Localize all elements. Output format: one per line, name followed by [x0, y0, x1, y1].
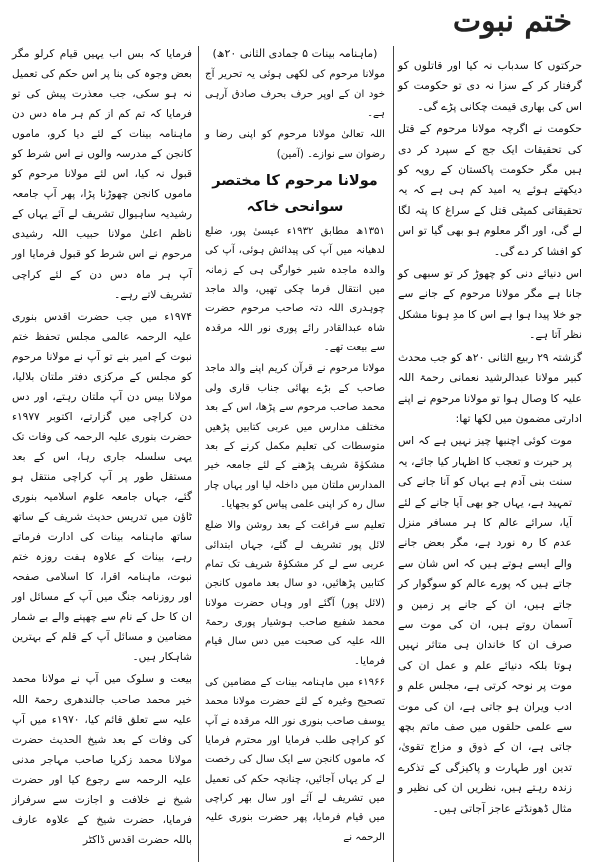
column-divider-left — [198, 46, 199, 862]
paragraph: تعلیم سے فراغت کے بعد روشن والا ضلع لائل پور تشریف لے گئے، جہاں ابتدائی عربی سے لے کر مشکوٰۃ شریف تک تمام کتابیں پڑھائیں، دو سال بعد ماموں کانجن (لائل پور) آگئے اور وہاں حضرت مولانا محمد شفیع صاحب ہوشیار پوری رحمۃ اللہ علیہ کی صحبت میں دس سال قیام فرمایا۔ — [205, 520, 385, 667]
paragraph: ۱۳۵۱ھ مطابق ۱۹۳۲ء عیسیٰ پور، ضلع لدھیانہ میں آپ کی پیدائش ہوئی، آپ کی والدہ ماجدہ شیر خوارگی ہی کے زمانہ میں انتقال فرما چکی تھیں، والد ماجد چوہدری اللہ دتہ صاحب مرحوم حضرت شاہ عبدالقادر رائے پوری نور اللہ مرقدہ سے بیعت تھے۔ — [205, 226, 385, 354]
paragraph: حکومت نے اگرچہ مولانا مرحوم کے قتل کی تحقیقات ایک جج کے سپرد کر دی ہیں مگر حکومت پاکستان کے رویہ کو دیکھتے ہوئے یہ امید کم ہی ہے کہ یہ تحقیقاتی کمیٹی قتل کے سراغ کا پتہ لگا لے گی، اور اگر معلوم ہو بھی گیا تو اس کو افشا کر دے گی۔ — [398, 122, 582, 258]
paragraph: ۱۹۶۶ء میں ماہنامہ بینات کے مضامین کی تصحیح وغیرہ کے لئے حضرت مولانا محمد یوسف صاحب بنوری نور اللہ مرقدہ نے آپ کو کراچی طلب فرمایا اور محترم فرمایا کہ ماموں کانجن سے ایک سال کی رخصت لے کر یہاں آجائیں، چنانچہ حکم کی تعمیل میں تشریف لے آئے اور سال بھر کراچی میں قیام فرمایا، پھر حضرت بنوری علیہ الرحمہ نے — [205, 676, 385, 843]
quote-reference: (ماہنامہ بینات ۵ جمادی الثانی ۲۰ھ) — [212, 47, 378, 60]
paragraph: مولانا مرحوم کی لکھی ہوئی یہ تحریر آج خود ان کے اوپر حرف بحرف صادق آرہی ہے۔ — [205, 69, 385, 120]
paragraph: حرکتوں کا سدباب نہ کیا اور قاتلوں کو گرفتار کر کے سزا نہ دی تو حکومت کو اس کی بھاری قیمت چکانی پڑے گی۔ — [398, 59, 582, 113]
paragraph: ۱۹۷۴ء میں جب حضرت اقدس بنوری علیہ الرحمہ عالمی مجلس تحفظ ختم نبوت کے امیر بنے تو آپ نے مولانا مرحوم کو مجلس کے مرکزی دفتر ملتان بلالیا، مولانا بیس دن آپ ملتان رہتے، اور دس دن کراچی میں گزارتے، اکتوبر ۱۹۷۷ء حضرت بنوری علیہ الرحمہ کی وفات تک یہی سلسلہ جاری رہا، اس کے بعد مستقل طور پر آپ کراچی منتقل ہو گئے، جہاں جامعہ علوم اسلامیہ بنوری ٹاؤن میں تدریس حدیث شریف کے ساتھ ساتھ ماہنامہ بینات کی ادارت فرماتے رہے، بینات کے علاوہ ہفت روزہ ختم نبوت، ماہنامہ اقرا، کا اسلامی صفحہ اور روزنامہ جنگ میں آپ کے مسائل اور ان کا حل کے نام سے چھپنے والے بے شمار مضامین و مسائل آپ کے قلم کے بہترین شاہکار ہیں۔ — [12, 310, 192, 664]
column-left — [12, 44, 192, 852]
section-heading: مولانا مرحوم کا مختصر سوانحی خاکہ — [212, 173, 378, 216]
paragraph: اس دنیائے دنی کو چھوڑ کر تو سبھی کو جانا ہے مگر مولانا مرحوم کے جانے سے جو خلا پیدا ہوا ہے اس کا مدِ ہونا مشکل نظر آتا ہے۔ — [398, 267, 582, 342]
paragraph: اللہ تعالیٰ مولانا مرحوم کو اپنی رضا و رضوان سے نوازے۔ (آمین) — [205, 129, 385, 160]
column-right — [398, 56, 582, 821]
magazine-title: ختم نبوت — [452, 4, 572, 39]
paragraph: مولانا مرحوم نے قرآن کریم اپنے والد ماجد صاحب کے بڑے بھائی جناب قاری ولی محمد صاحب مرحوم سے پڑھا، اس کے بعد مختلف مدارس میں عربی کتابیں پڑھیں متوسطات کی تعلیم مکمل کرنے کے بعد مشکوٰۃ شریف پڑھنے کے لئے جامعہ خیر المدارس ملتان میں داخلہ لیا اور یہاں چار سال رہ کر اپنی علمی پیاس کو بجھایا۔ — [205, 363, 385, 510]
column-middle — [205, 44, 385, 849]
block-quote: موت کوئی اچنبھا چیز نہیں ہے کہ اس پر حیرت و تعجب کا اظہار کیا جائے، یہ سنت بنی آدم ہے یہاں کو آنا جانے کی تمہید ہے، یہاں جو بھی آیا جانے کے لئے آیا، سرائے عالم کا ہر مسافر منزل عدم کا رہ نورد ہے، مگر بعض جانے والے ایسے ہوتے ہیں کہ اس شان سے جاتے ہیں کہ پورے عالم کو سوگوار کر جاتے ہیں، ان کے جانے پر زمین و آسمان روتے ہیں، ان کی موت سے صرف ان کا خاندان ہی متاثر نہیں ہوتا بلکہ دنیائے علم و عمل ان کی موت پر نوحہ کرتی ہے، مجلس علم و ادب ویران ہو جاتی ہے، ان کی موت سے علمی حلقوں میں صف ماتم بچھ جاتی ہے، ان کے ذوق و مزاج تقویٰ، تدین اور طہارت و پاکیزگی کے تذکرے زندہ رہتے ہیں، نظریں ان کی نظیر و مثال ڈھونڈتے عاجز آجاتی ہیں۔ — [398, 434, 572, 815]
paragraph: بیعت و سلوک میں آپ نے مولانا محمد خیر محمد صاحب جالندھری رحمۃ اللہ علیہ سے تعلق قائم کیا، ۱۹۷۰ء میں آپ کی وفات کے بعد شیخ الحدیث حضرت مولانا محمد زکریا صاحب مہاجر مدنی علیہ الرحمہ سے رجوع کیا اور حضرت شیخ نے خلافت و اجازت سے سرفراز فرمایا، حضرت شیخ کے علاوہ عارف باللہ حضرت اقدس ڈاکٹر — [12, 673, 193, 846]
paragraph: فرمایا کہ بس اب یہیں قیام کرلو مگر بعض وجوہ کی بنا پر اس حکم کی تعمیل نہ ہو سکی، جب معذرت پیش کی تو فرمایا کہ تم کم از کم ہر ماہ دس دن ماہنامہ بینات کے لئے دیا کرو، ماموں کانجن کے مدرسہ والوں نے اس شرط کو قبول نہ کیا، اس لئے مولانا مرحوم کو ماموں کانجن چھوڑنا پڑا، پھر آپ جامعہ رشیدیہ ساہیوال تشریف لے آئے یہاں کے ناظم اعلیٰ مولانا حبیب اللہ رشیدی مرحوم نے اس شرط کو قبول فرمایا اور آپ ہر ماہ دس دن کے لئے کراچی تشریف لاتے رہے۔ — [12, 48, 192, 301]
paragraph: گزشتہ ۲۹ ربیع الثانی ۲۰ھ کو جب محدث کبیر مولانا عبدالرشید نعمانی رحمۃ اللہ علیہ کا وصال ہوا تو مولانا مرحوم نے اپنے ادارتی مضمون میں لکھا تھا: — [398, 350, 582, 425]
column-divider-right — [393, 46, 394, 862]
